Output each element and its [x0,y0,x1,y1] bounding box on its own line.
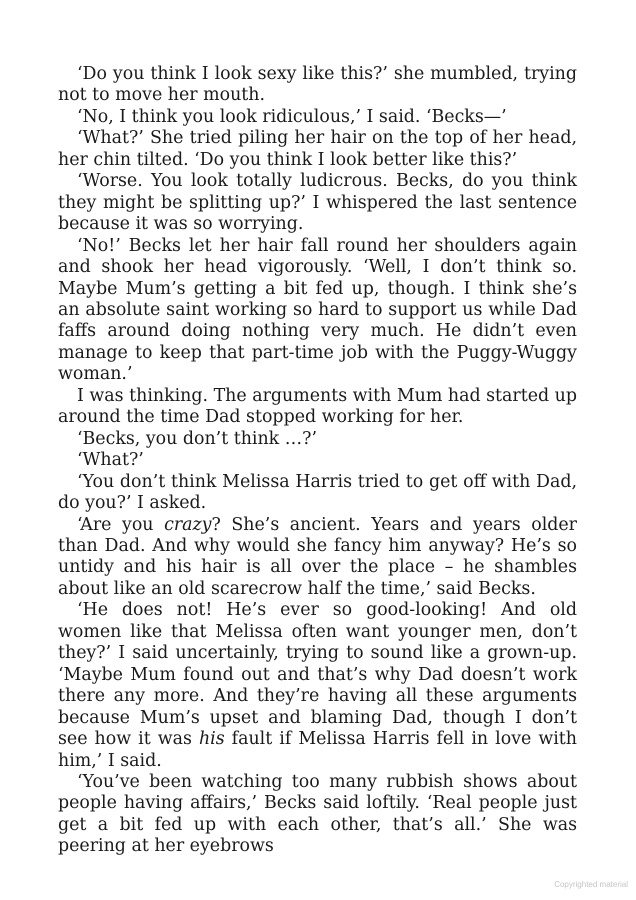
paragraph: I was thinking. The arguments with Mum had started up around the time Dad stopped working for her. [58,385,577,428]
paragraph: ‘You’ve been watching too many rubbish shows about people having affairs,’ Becks said loftily. ‘Real people just get a bit fed up with each other, that’s all.’ She was peering at her eyebrows [58,771,577,857]
book-page-text [58,64,577,858]
paragraph: ‘Are you crazy? She’s ancient. Years and years older than Dad. And why would she fancy him anyway? He’s so untidy and his hair is all over the place – he shambles about like an old scarecrow half the time,’ said Becks. [58,514,577,599]
paragraph: ‘No!’ Becks let her hair fall round her shoulders again and shook her head vigorously. ‘Well, I don’t think so. Maybe Mum’s getting a bit fed up, though. I think she’s an absolute saint working so hard to support us while Dad faffs around doing nothing very much. He didn’t even manage to keep that part-time job with the Puggy-Wuggy woman.’ [58,235,577,385]
emphasis: crazy [164,514,212,535]
paragraph: ‘What?’ She tried piling her hair on the top of her head, her chin tilted. ‘Do you think I look better like this?’ [58,128,577,170]
paragraph: ‘You don’t think Melissa Harris tried to get off with Dad, do you?’ I asked. [58,471,577,514]
paragraph: ‘He does not! He’s ever so good-looking! And old women like that Melissa often want younger men, don’t they?’ I said uncertainly, trying to sound like a grown-up. ‘Maybe Mum found out and that’s why Dad doesn’t work there any more. And they’re having all these arguments because Mum’s upset and blaming Dad, though I don’t see how it was his fault if Melissa Harris fell in love with him,’ I said. [58,600,577,771]
emphasis: his [198,729,225,750]
paragraph: ‘What?’ [77,450,144,471]
paragraph: ‘Worse. You look totally ludicrous. Becks, do you think they might be splitting up?’ I whispered the last sentence because it was so worrying. [58,171,577,235]
copyright-watermark: Copyrighted material [554,880,628,889]
paragraph: ‘Do you think I look sexy like this?’ she mumbled, trying not to move her mouth. [58,64,577,106]
paragraph: ‘Becks, you don’t think …?’ [77,428,317,449]
paragraph: ‘No, I think you look ridiculous,’ I said. ‘Becks—’ [77,106,507,127]
